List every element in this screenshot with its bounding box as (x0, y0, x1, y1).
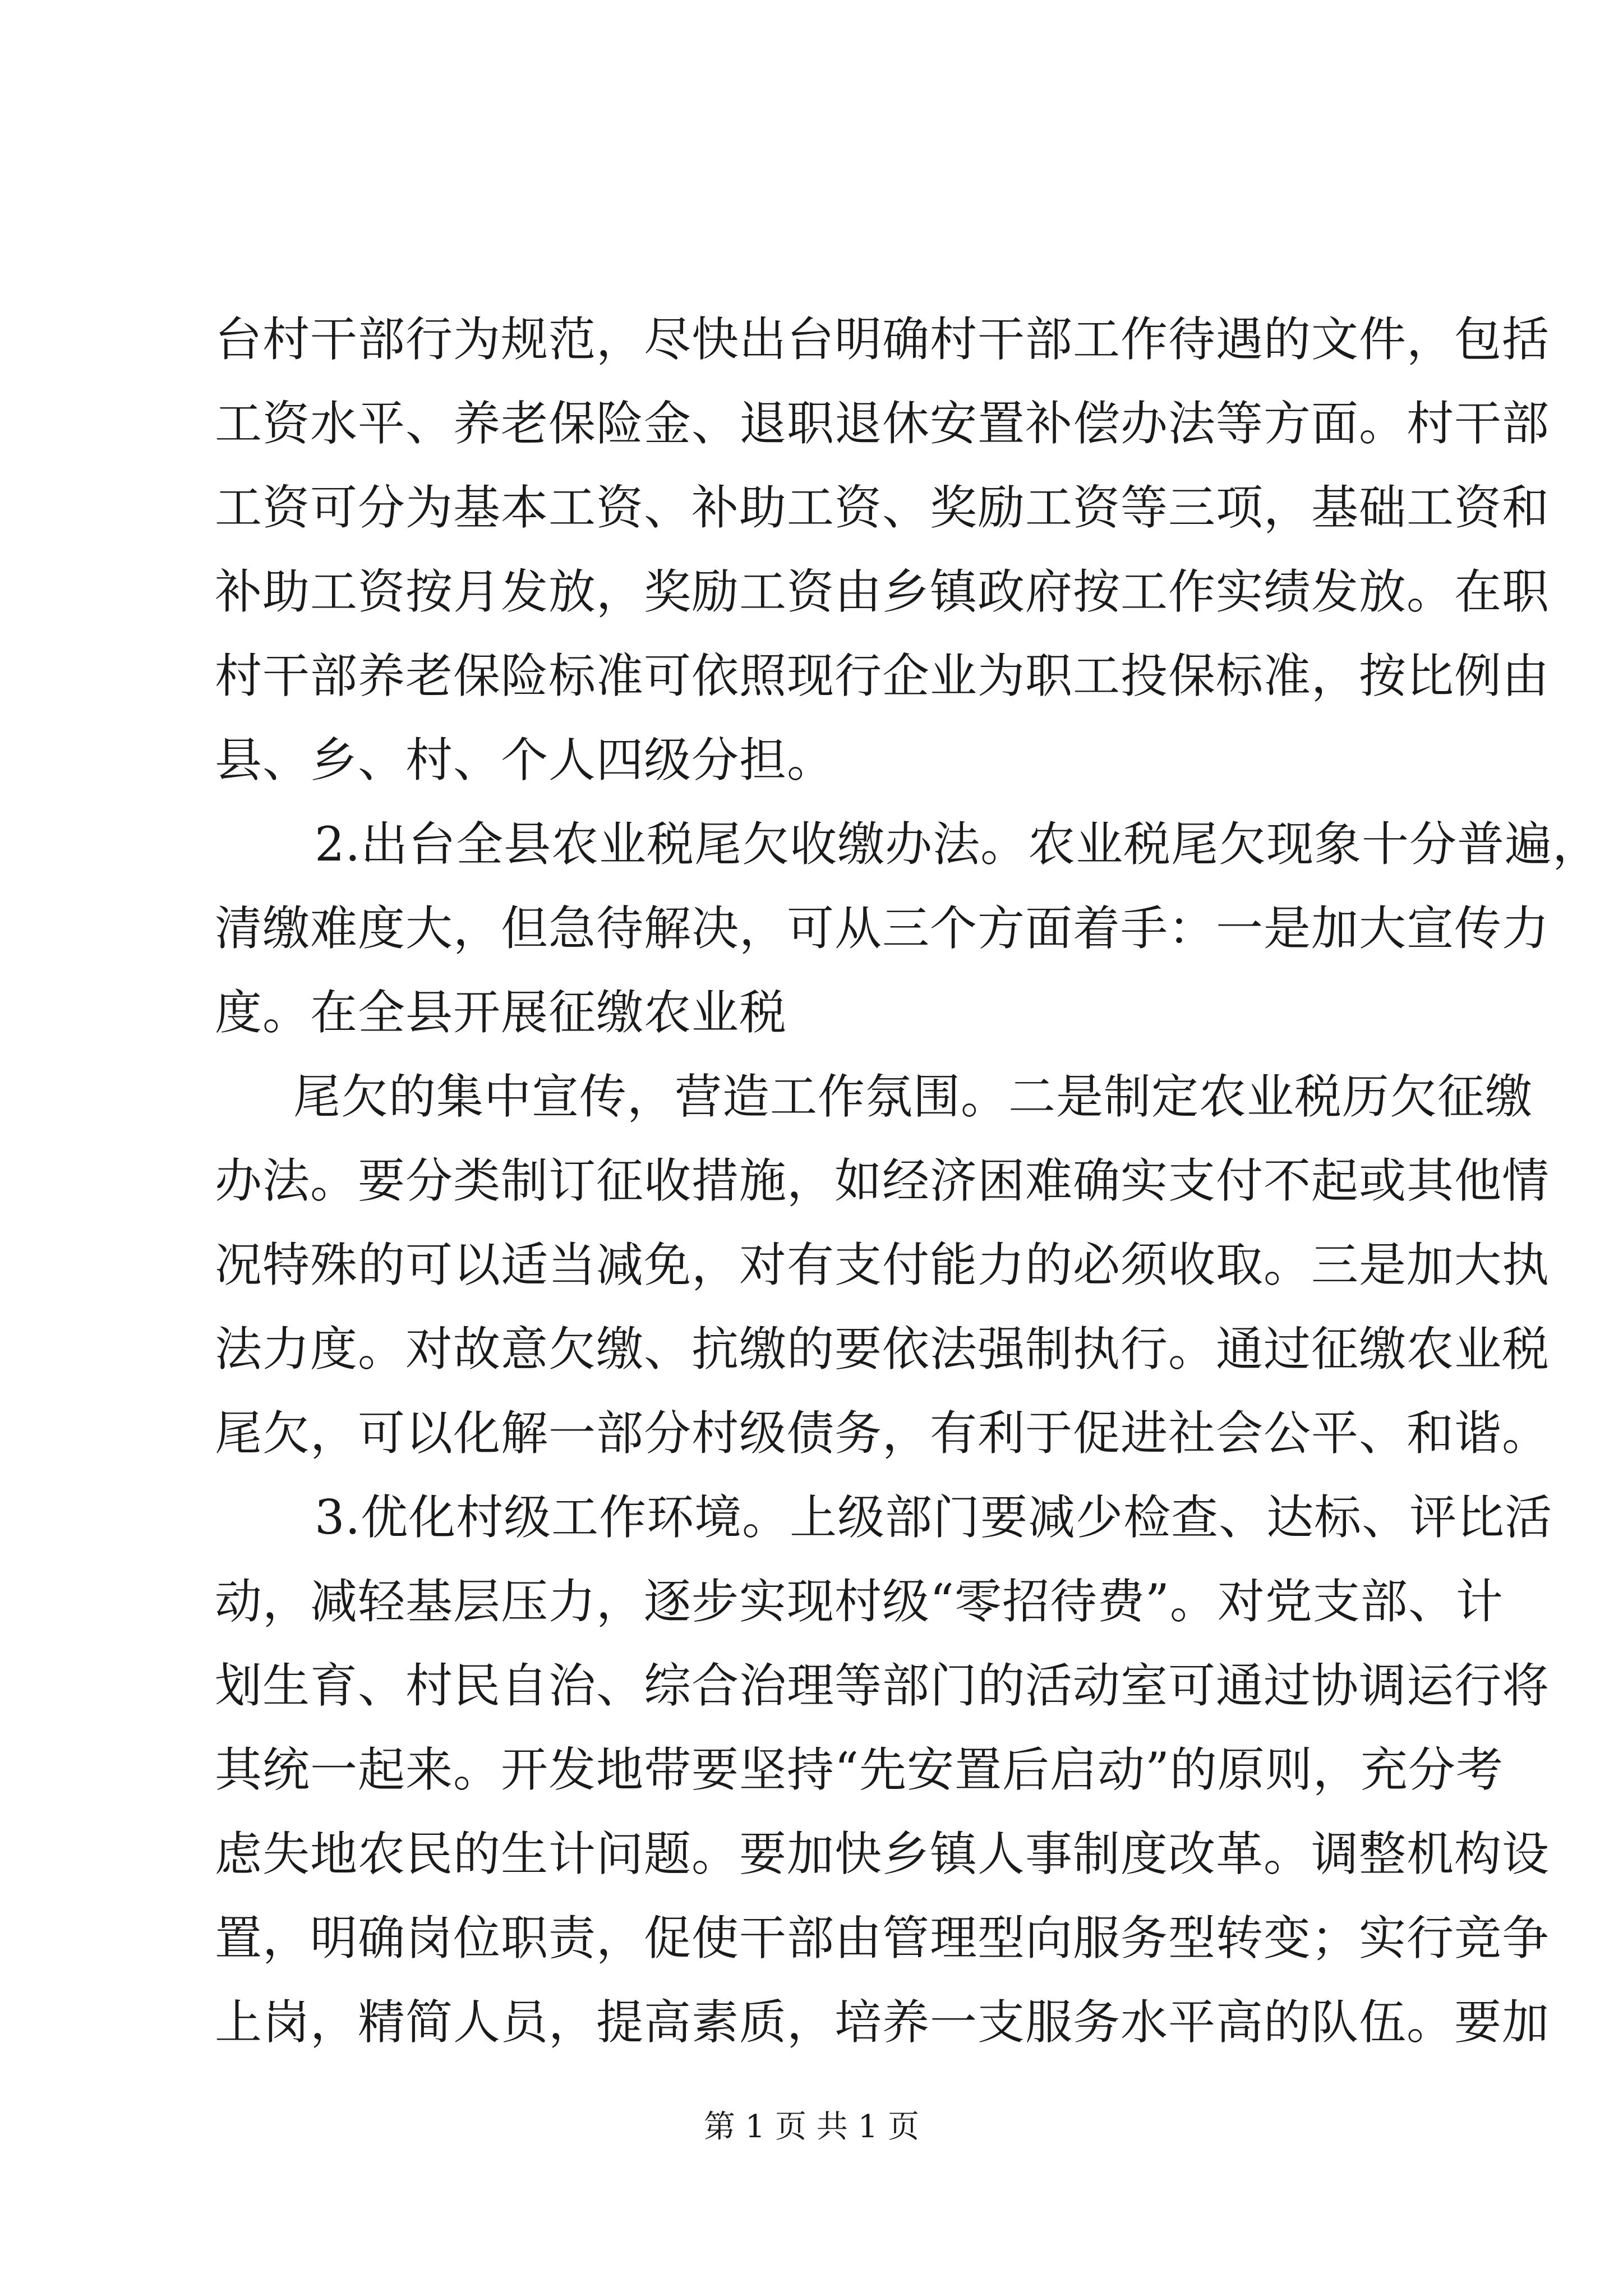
text-line: 台村干部行为规范，尽快出台明确村干部工作待遇的文件，包括 (215, 312, 1550, 367)
text-line: 其统一起来。开发地带要坚持“先安置后启动”的原则，充分考 (215, 1742, 1504, 1797)
text-line: 况特殊的可以适当减免，对有支付能力的必须收取。三是加大执 (215, 1237, 1550, 1292)
text-line: 村干部养老保险标准可依照现行企业为职工投保标准，按比例由 (215, 648, 1550, 703)
text-line: 工资可分为基本工资、补助工资、奖励工资等三项，基础工资和 (215, 480, 1550, 535)
text-line: 县、乡、村、个人四级分担。 (215, 733, 835, 788)
paragraph-start-line: 2.出台全县农业税尾欠收缴办法。农业税尾欠现象十分普遍， (315, 817, 1601, 872)
text-line: 上岗，精简人员，提高素质，培养一支服务水平高的队伍。要加 (215, 1995, 1550, 2050)
text-line: 补助工资按月发放，奖励工资由乡镇政府按工作实绩发放。在职 (215, 564, 1550, 619)
text-line: 清缴难度大，但急待解决，可从三个方面着手：一是加大宣传力 (215, 901, 1550, 956)
text-line: 尾欠，可以化解一部分村级债务，有利于促进社会公平、和谐。 (215, 1406, 1550, 1461)
text-line: 度。在全县开展征缴农业税 (215, 985, 787, 1040)
text-line: 虑失地农民的生计问题。要加快乡镇人事制度改革。调整机构设 (215, 1826, 1550, 1881)
paragraph-start-line: 尾欠的集中宣传，营造工作氛围。二是制定农业税历欠征缴 (293, 1069, 1533, 1124)
text-line: 置，明确岗位职责，促使干部由管理型向服务型转变；实行竞争 (215, 1911, 1550, 1966)
paragraph-start-line: 3.优化村级工作环境。上级部门要减少检查、达标、评比活 (315, 1490, 1553, 1545)
text-line: 动，减轻基层压力，逐步实现村级“零招待费”。对党支部、计 (215, 1574, 1504, 1629)
page-number-footer: 第 1 页 共 1 页 (703, 2109, 920, 2145)
text-line: 工资水平、养老保险金、退职退休安置补偿办法等方面。村干部 (215, 396, 1550, 451)
text-line: 法力度。对故意欠缴、抗缴的要依法强制执行。通过征缴农业税 (215, 1322, 1550, 1377)
text-line: 办法。要分类制订征收措施，如经济困难确实支付不起或其他情 (215, 1153, 1550, 1208)
text-line: 划生育、村民自治、综合治理等部门的活动室可通过协调运行将 (215, 1658, 1550, 1713)
document-body (215, 297, 1601, 2064)
